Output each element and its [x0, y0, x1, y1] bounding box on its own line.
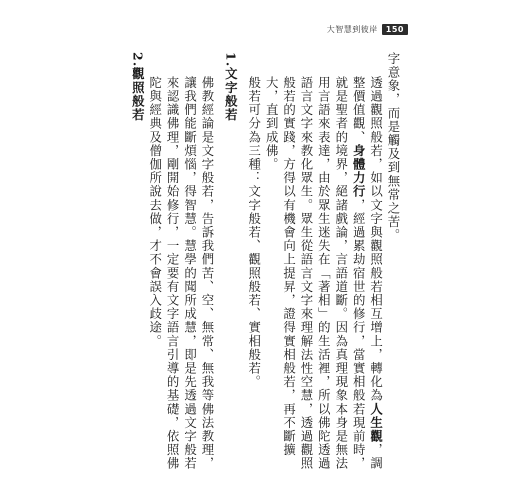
vertical-text-body — [126, 52, 402, 472]
section-heading-textual-prajna: 1.文字般若 — [223, 52, 239, 122]
section-heading-contemplative-prajna: 2.觀照般若 — [130, 52, 146, 122]
paragraph-text: ，調整價值觀、 — [351, 76, 384, 471]
paragraph-contemplative-prajna — [263, 52, 385, 472]
page-number: 150 — [382, 24, 408, 35]
continued-line: 字意象，而是觸及到無常之苦。 — [386, 52, 401, 243]
running-title: 大智慧到彼岸 — [326, 24, 378, 34]
paragraph-textual-prajna: 佛教經論是文字般若，告訴我們苦、空、無常、無我等佛法教理，讓我們能斷煩惱，得智慧。慧學的聞所成慧，即是先透過文字般若來認識佛理，剛開始修行，一定要有文字語言引導的基礎，依照佛陀與經典及僧伽所說去做，才不會誤入歧途。 — [147, 76, 215, 471]
paragraph-text: 透過觀照般若，如以文字與觀照般若相互增上，轉化為 — [368, 76, 384, 403]
emphasis-life-view: 人生觀 — [368, 402, 384, 444]
paragraph-text: ，經過累劫宿世的修行，當實相般若現前時，就是聖者的境界，絕諸戲論，言語道斷。因為真理現象本身是無法用言語來表達，由於眾生迷失在「著相」的生活裡，所以佛陀透過語言文字來教化眾生。眾生從語言文字來理解法性空慧，透過觀照般若的實踐，方得以有機會向上提昇，證得實相般若，再不斷擴大，直到成佛。 — [264, 76, 367, 471]
paragraph-three-prajnas: 般若可分為三種：文字般若、觀照般若、實相般若。 — [246, 76, 262, 389]
running-header — [312, 22, 408, 36]
emphasis-practice: 身體力行 — [351, 144, 367, 199]
